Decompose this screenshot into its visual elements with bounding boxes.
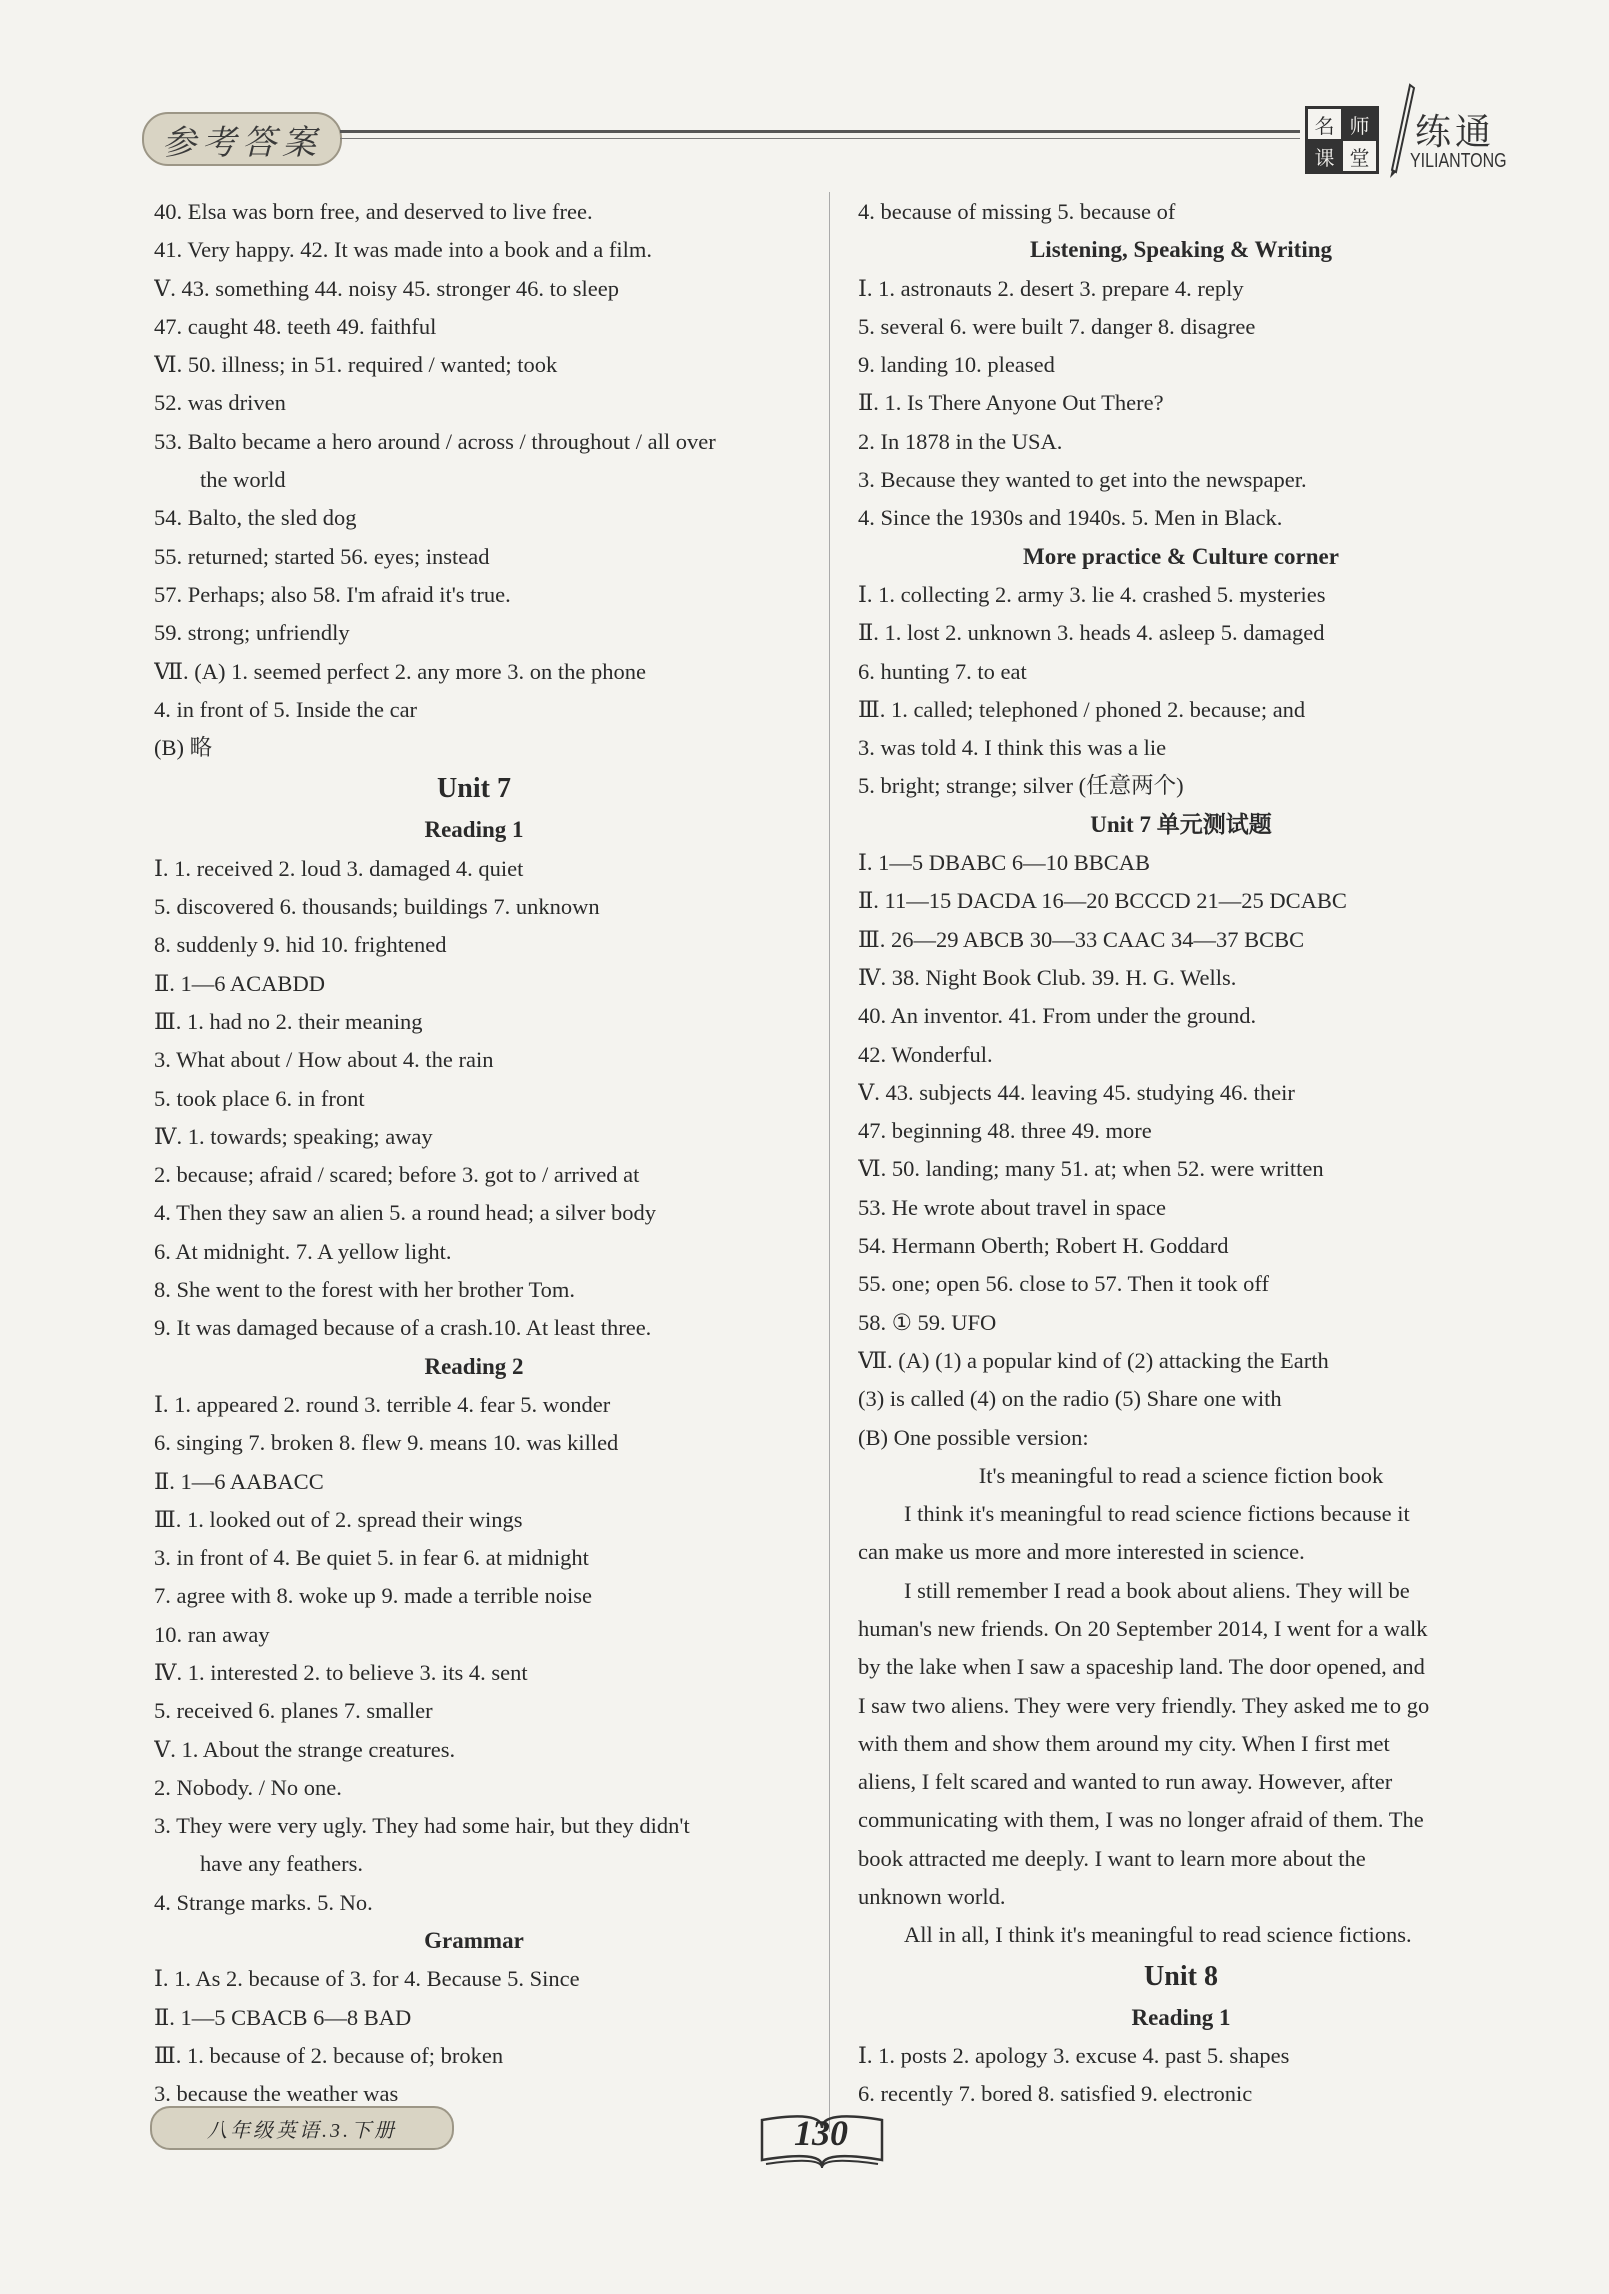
brand-logo-grid xyxy=(1305,106,1379,174)
answer-line: 5. received 6. planes 7. smaller xyxy=(154,1698,433,1724)
answer-line: 8. She went to the forest with her brother Tom. xyxy=(154,1277,576,1303)
answer-line: Ⅲ. 26—29 ABCB 30—33 CAAC 34—37 BCBC xyxy=(858,926,1305,952)
answer-line: aliens, I felt scared and wanted to run away. However, after xyxy=(858,1769,1393,1795)
answer-line: It's meaningful to read a science fiction book xyxy=(978,1462,1384,1488)
answer-line: 10. ran away xyxy=(154,1621,270,1647)
answer-line: the world xyxy=(200,467,286,493)
answer-line: 6. At midnight. 7. A yellow light. xyxy=(154,1238,452,1264)
answer-line: Ⅲ. 1. because of 2. because of; broken xyxy=(154,2042,504,2068)
answer-line: (B) One possible version: xyxy=(858,1424,1089,1450)
answer-line: (3) is called (4) on the radio (5) Share one with xyxy=(858,1386,1282,1412)
answer-line: Ⅲ. 1. looked out of 2. spread their wings xyxy=(154,1506,523,1532)
answer-line: Ⅳ. 1. towards; speaking; away xyxy=(154,1123,433,1149)
answer-line: 55. returned; started 56. eyes; instead xyxy=(154,543,490,569)
answer-line: with them and show them around my city. When I first met xyxy=(858,1730,1390,1756)
answer-line: Ⅶ. (A) 1. seemed perfect 2. any more 3. on the phone xyxy=(154,658,647,684)
unit-heading: Unit 8 xyxy=(1144,1960,1218,1992)
brand-cell: 课 xyxy=(1307,140,1342,172)
answer-line: 59. strong; unfriendly xyxy=(154,620,350,646)
answer-line: 5. discovered 6. thousands; buildings 7. unknown xyxy=(154,894,600,920)
answer-line: Ⅱ. 1. lost 2. unknown 3. heads 4. asleep 5. damaged xyxy=(858,620,1325,646)
answer-line: I still remember I read a book about aliens. They will be xyxy=(904,1577,1410,1603)
answer-line: I think it's meaningful to read science fictions because it xyxy=(904,1501,1410,1527)
answer-line: 52. was driven xyxy=(154,390,286,416)
answer-line: 4. because of missing 5. because of xyxy=(858,199,1176,224)
answer-line: human's new friends. On 20 September 2014, I went for a walk xyxy=(858,1615,1428,1641)
answer-line: Ⅱ. 1—5 CBACB 6—8 BAD xyxy=(154,2004,412,2030)
section-heading: Reading 1 xyxy=(424,817,524,843)
answer-line: 9. landing 10. pleased xyxy=(858,352,1055,378)
answer-line: 47. beginning 48. three 49. more xyxy=(858,1118,1152,1144)
answer-line: 40. An inventor. 41. From under the ground. xyxy=(858,1003,1257,1029)
answer-line: 6. recently 7. bored 8. satisfied 9. electronic xyxy=(858,2081,1253,2107)
answer-line: Ⅰ. 1. received 2. loud 3. damaged 4. quiet xyxy=(154,855,524,881)
answer-line: 4. in front of 5. Inside the car xyxy=(154,696,418,722)
brand-cell: 名 xyxy=(1307,108,1342,140)
footer-badge: 八年级英语.3.下册 xyxy=(150,2106,454,2150)
answer-line: communicating with them, I was no longer afraid of them. The xyxy=(858,1807,1424,1833)
answer-line: have any feathers. xyxy=(200,1851,364,1877)
answer-line: 40. Elsa was born free, and deserved to live free. xyxy=(154,199,593,224)
brand-cell: 堂 xyxy=(1342,140,1377,172)
answer-line: Ⅰ. 1. collecting 2. army 3. lie 4. crashed 5. mysteries xyxy=(858,581,1326,607)
answer-line: Ⅱ. 1—6 ACABDD xyxy=(154,970,325,996)
left-column xyxy=(154,193,794,2114)
answer-line: 5. bright; strange; silver (任意两个) xyxy=(858,773,1184,799)
section-heading: Reading 2 xyxy=(424,1353,524,1379)
answer-line: Ⅰ. 1. As 2. because of 3. for 4. Because 5. Since xyxy=(154,1966,580,1992)
answer-line: Ⅵ. 50. landing; many 51. at; when 52. were written xyxy=(858,1156,1324,1182)
answer-line: 9. It was damaged because of a crash.10. At least three. xyxy=(154,1315,652,1341)
answer-line: Ⅴ. 43. something 44. noisy 45. stronger 46. to sleep xyxy=(154,275,619,301)
brand-name: 练通 xyxy=(1415,112,1496,152)
answer-line: 54. Balto, the sled dog xyxy=(154,505,357,531)
answer-line: All in all, I think it's meaningful to read science fictions. xyxy=(904,1922,1412,1948)
answer-line: 2. Nobody. / No one. xyxy=(154,1774,342,1800)
answer-line: 42. Wonderful. xyxy=(858,1041,993,1067)
answer-line: Ⅰ. 1. appeared 2. round 3. terrible 4. fear 5. wonder xyxy=(154,1391,611,1417)
answer-line: 3. They were very ugly. They had some hair, but they didn't xyxy=(154,1813,690,1839)
answer-line: Ⅱ. 1. Is There Anyone Out There? xyxy=(858,390,1164,416)
section-heading: Unit 7 单元测试题 xyxy=(1090,811,1272,837)
answer-line: 8. suddenly 9. hid 10. frightened xyxy=(154,932,447,958)
answer-line: Ⅴ. 43. subjects 44. leaving 45. studying 46. their xyxy=(858,1079,1295,1105)
answer-line: Ⅴ. 1. About the strange creatures. xyxy=(154,1736,456,1762)
unit-heading: Unit 7 xyxy=(437,773,511,805)
header-rule xyxy=(340,130,1300,133)
answer-line: (B) 略 xyxy=(154,735,213,761)
answer-line: 47. caught 48. teeth 49. faithful xyxy=(154,313,437,339)
answer-line: 3. What about / How about 4. the rain xyxy=(154,1047,494,1073)
answer-line: 4. Since the 1930s and 1940s. 5. Men in Black. xyxy=(858,505,1283,531)
header-rule-thin xyxy=(340,138,1300,139)
section-heading: More practice & Culture corner xyxy=(1023,543,1339,569)
answer-line: Ⅱ. 11—15 DACDA 16—20 BCCCD 21—25 DCABC xyxy=(858,888,1347,914)
brand-cell: 师 xyxy=(1342,108,1377,140)
answer-line: 5. took place 6. in front xyxy=(154,1085,365,1111)
answer-line: 54. Hermann Oberth; Robert H. Goddard xyxy=(858,1233,1229,1259)
answer-line: 3. Because they wanted to get into the newspaper. xyxy=(858,467,1307,493)
answer-line: book attracted me deeply. I want to learn more about the xyxy=(858,1845,1366,1871)
brand-name-en: YILIANTONG xyxy=(1410,150,1507,172)
header-badge: 参考答案 xyxy=(142,112,342,166)
answer-line: unknown world. xyxy=(858,1884,1006,1910)
answer-line: 6. hunting 7. to eat xyxy=(858,658,1027,684)
answer-line: 5. several 6. were built 7. danger 8. disagree xyxy=(858,313,1256,339)
answer-line: Ⅰ. 1—5 DBABC 6—10 BBCAB xyxy=(858,850,1151,876)
section-heading: Listening, Speaking & Writing xyxy=(1029,237,1333,263)
answer-line: 3. because the weather was xyxy=(154,2081,399,2107)
section-heading: Grammar xyxy=(424,1928,524,1954)
answer-line: Ⅳ. 38. Night Book Club. 39. H. G. Wells. xyxy=(858,964,1237,990)
answer-line: 2. because; afraid / scared; before 3. got to / arrived at xyxy=(154,1162,640,1188)
section-heading: Reading 1 xyxy=(1131,2004,1231,2030)
answer-line: 3. in front of 4. Be quiet 5. in fear 6. at midnight xyxy=(154,1545,589,1571)
answer-line: Ⅲ. 1. called; telephoned / phoned 2. because; and xyxy=(858,696,1306,722)
column-divider xyxy=(829,192,830,2132)
answer-line: can make us more and more interested in science. xyxy=(858,1539,1305,1565)
answer-line: 53. Balto became a hero around / across / throughout / all over xyxy=(154,428,716,454)
answer-line: Ⅳ. 1. interested 2. to believe 3. its 4. sent xyxy=(154,1659,528,1685)
answer-line: Ⅲ. 1. had no 2. their meaning xyxy=(154,1008,423,1034)
right-column xyxy=(858,193,1504,2114)
answer-line: 53. He wrote about travel in space xyxy=(858,1194,1167,1220)
answer-line: 3. was told 4. I think this was a lie xyxy=(858,735,1167,761)
answer-line: I saw two aliens. They were very friendly. They asked me to go xyxy=(858,1692,1430,1718)
answer-line: by the lake when I saw a spaceship land. The door opened, and xyxy=(858,1654,1425,1680)
answer-line: Ⅶ. (A) (1) a popular kind of (2) attacking the Earth xyxy=(858,1347,1329,1373)
answer-line: Ⅰ. 1. posts 2. apology 3. excuse 4. past 5. shapes xyxy=(858,2042,1290,2068)
answer-line: Ⅱ. 1—6 AABACC xyxy=(154,1468,324,1494)
answer-line: 4. Then they saw an alien 5. a round head; a silver body xyxy=(154,1200,656,1226)
answer-line: 7. agree with 8. woke up 9. made a terrible noise xyxy=(154,1583,592,1609)
answer-line: 55. one; open 56. close to 57. Then it took off xyxy=(858,1271,1269,1297)
answer-line: 4. Strange marks. 5. No. xyxy=(154,1889,373,1915)
answer-line: 6. singing 7. broken 8. flew 9. means 10. was killed xyxy=(154,1430,619,1456)
page-number: 130 xyxy=(794,2113,848,2153)
answer-line: 41. Very happy. 42. It was made into a book and a film. xyxy=(154,237,653,263)
answer-line: 57. Perhaps; also 58. I'm afraid it's true. xyxy=(154,581,511,607)
answer-line: Ⅰ. 1. astronauts 2. desert 3. prepare 4. reply xyxy=(858,275,1244,301)
answer-line: 58. ① 59. UFO xyxy=(858,1309,997,1335)
answer-line: 2. In 1878 in the USA. xyxy=(858,428,1063,454)
answer-line: Ⅵ. 50. illness; in 51. required / wanted; took xyxy=(154,352,558,378)
